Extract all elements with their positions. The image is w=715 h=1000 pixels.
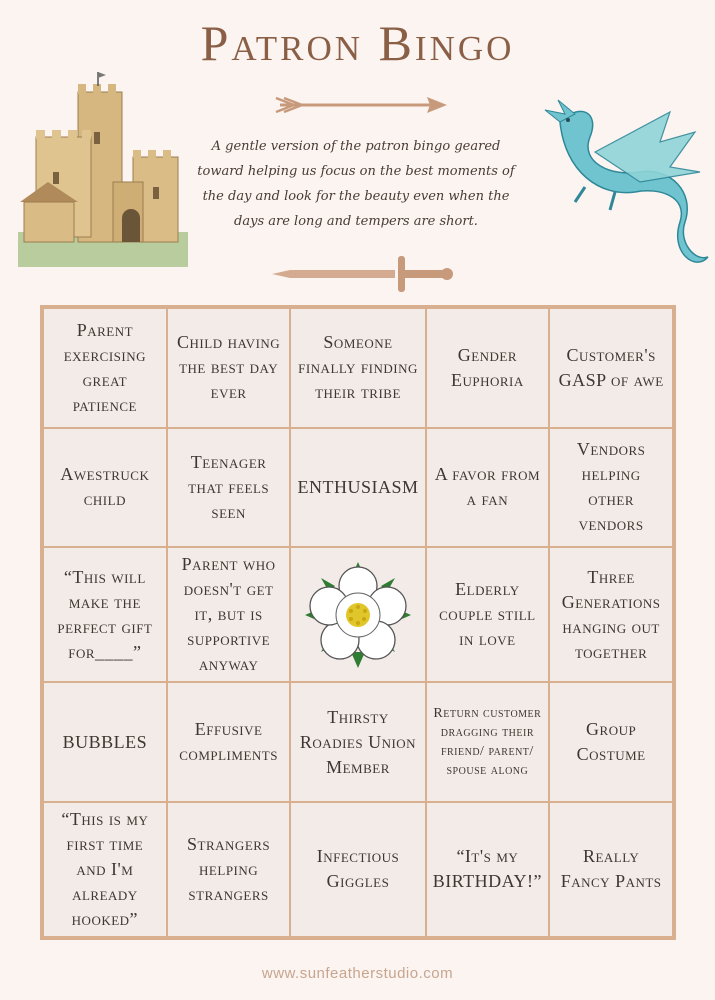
bingo-cell[interactable]: Three Generations hanging out together bbox=[549, 547, 673, 682]
free-space-cell[interactable] bbox=[290, 547, 425, 682]
bingo-cell[interactable]: Elderly couple still in love bbox=[426, 547, 550, 682]
bingo-cell[interactable]: A favor from a fan bbox=[426, 428, 550, 548]
sword-icon bbox=[270, 252, 455, 296]
arrow-icon bbox=[272, 90, 447, 120]
page-title: Patron Bingo bbox=[200, 15, 515, 71]
bingo-cell[interactable]: Customer's GASP of awe bbox=[549, 308, 673, 428]
bingo-cell[interactable]: Group Costume bbox=[549, 682, 673, 802]
bingo-cell[interactable]: Gender Euphoria bbox=[426, 308, 550, 428]
castle-illustration bbox=[18, 72, 188, 277]
bingo-grid bbox=[40, 305, 676, 940]
bingo-cell[interactable]: Someone finally finding their tribe bbox=[290, 308, 425, 428]
bingo-cell[interactable]: “This is my first time and I'm already hooked” bbox=[43, 802, 167, 937]
bingo-cell[interactable]: Teenager that feels seen bbox=[167, 428, 291, 548]
website-footer[interactable]: www.sunfeatherstudio.com bbox=[261, 965, 454, 982]
bingo-cell[interactable]: “This will make the perfect gift for____” bbox=[43, 547, 167, 682]
bingo-cell[interactable]: Thirsty Roadies Union Member bbox=[290, 682, 425, 802]
bingo-cell[interactable]: Awestruck child bbox=[43, 428, 167, 548]
bingo-cell[interactable]: Vendors helping other vendors bbox=[549, 428, 673, 548]
dragon-illustration bbox=[520, 92, 712, 282]
bingo-cell[interactable]: Parent exercising great patience bbox=[43, 308, 167, 428]
tudor-rose-icon bbox=[303, 560, 413, 670]
bingo-cell[interactable]: Return customer dragging their friend/ parent/ spouse along bbox=[426, 682, 550, 802]
bingo-cell[interactable]: Child having the best day ever bbox=[167, 308, 291, 428]
intro-text: A gentle version of the patron bingo geared toward helping us focus on the best moments of the day and look for the beauty even when the days are long and tempers are short. bbox=[197, 139, 515, 229]
bingo-cell[interactable]: Infectious Giggles bbox=[290, 802, 425, 937]
bingo-cell[interactable]: Parent who doesn't get it, but is supportive anyway bbox=[167, 547, 291, 682]
bingo-cell[interactable]: ENTHUSIASM bbox=[290, 428, 425, 548]
bingo-cell[interactable]: BUBBLES bbox=[43, 682, 167, 802]
bingo-cell[interactable]: Really Fancy Pants bbox=[549, 802, 673, 937]
bingo-cell[interactable]: Effusive compliments bbox=[167, 682, 291, 802]
bingo-cell[interactable]: Strangers helping strangers bbox=[167, 802, 291, 937]
bingo-cell[interactable]: “It's my BIRTHDAY!” bbox=[426, 802, 550, 937]
